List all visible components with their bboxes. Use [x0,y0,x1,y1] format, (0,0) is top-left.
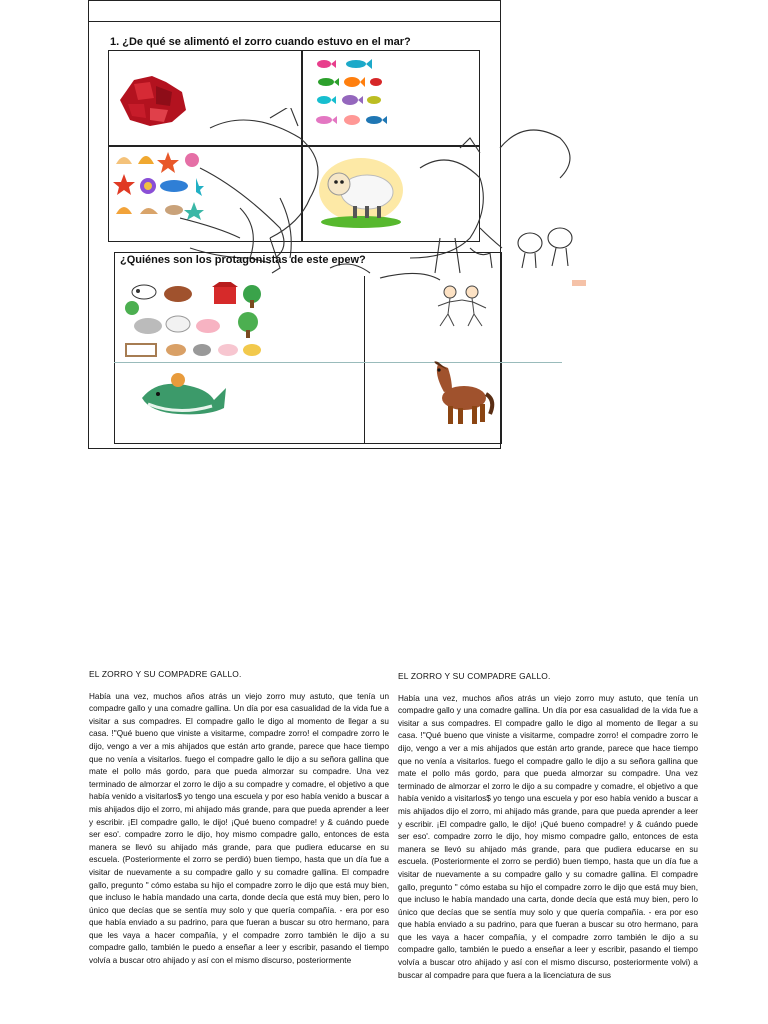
story-right-column [398,670,698,982]
story-left-title: EL ZORRO Y SU COMPADRE GALLO. [89,669,242,679]
story-left-text: Había una vez, muchos años atrás un viejo zorro muy astuto, que tenía un compadre gallo y una comadre gallina. Un día por esa casualidad de la vida fue a visitar a sus compadres. El compadre gallo le digo al momento de llegar a su casa. !"Qué bueno que viniste a visitarme, compadre zorro! el compadre zorro le dijo, vengo a ver a mis ahijados que están arto grande, parece que hace tiempo que no venía a visitarlos. fuego el compadre gallo le dijo a su señora gallina que mate el pollo más gordo, para que pueda almorzar su compadre. Una vez terminado de almorzar el zorro le dijo a su compadre y comadre, el objetivo a que había venido a visitarlos$ yo tengo una escuela y por eso había venido a buscar a mis ahijados dijo el zorro, mi ahijado más grande, para que pueda aprender a leer y escribir. ¡El compadre gallo, le dijo! ¡Qué bueno compadre! y & cuándo puede ser eso'. compadre zorro le dijo, hoy mismo compadre gallo, entonces de esta manera se llevó su ahijado más grande, para que pudiera educarse en su escuela. (Posteriormente el zorro se perdió) buen tiempo, hasta que un día fue a visitar de nuevamente a su compadre gallo y su comadre gallina. El compadre gallo, pregunto " cómo estaba su hijo el compadre zorro le dijo que está muy bien, que incluso le había mandado una carta, donde decía que está muy bien, pero lo único que decías que se sentía muy solo y que quería compañía. - era por eso que había enviado a su padrino, para que fueran a buscar su otro hermano, para que les vaya a hacer compañía, y el compadre zorro también le dijo a su compadre gallo, también le puedo a enseñar a leer y escribir, pasando el tiempo volvía a buscar otro ahijado y así con el mismo discurso, posteriormente [89,691,389,966]
question-2: ¿Quiénes son los protagonistas de este epew? [120,254,366,266]
q2-grid-vertical-divider [364,276,365,444]
worksheet-header-bar [88,0,501,22]
whale-icon[interactable] [138,370,228,420]
meat-icon [114,70,190,130]
story-left-column [89,668,389,968]
farm-animals-icon[interactable] [122,282,264,360]
story-right-text: Había una vez, muchos años atrás un viejo zorro muy astuto, que tenía un compadre gallo y una comadre gallina. Un día por esa casualidad de la vida fue a visitar a sus compadres. El compadre gallo le digo al momento de llegar a su casa. !"Qué bueno que viniste a visitarme, compadre zorro! el compadre zorro le dijo, vengo a ver a mis ahijados que están arto grande, parece que hace tiempo que no venía a visitarlos. fuego el compadre gallo le dijo a su señora gallina que mate el pollo más gordo, para que pueda almorzar su compadre. Una vez terminado de almorzar el zorro le dijo a su compadre y comadre, el objetivo a que había venido a visitarlos$ yo tengo una escuela y por eso había venido a buscar a mis ahijados dijo el zorro, mi ahijado más grande, para que pueda aprender a leer y escribir. ¡El compadre gallo, le dijo! ¡Qué bueno compadre! y & cuándo puede ser eso'. compadre zorro le dijo, hoy mismo compadre gallo, entonces de esta manera se llevó su ahijado más grande, para que pudiera educarse en su escuela. (Posteriormente el zorro se perdió) buen tiempo, hasta que un día fue a visitar de nuevamente a su compadre gallo y su comadre gallina. El compadre gallo, pregunto " cómo estaba su hijo el compadre zorro le dijo que está muy bien, que incluso le había mandado una carta, donde decía que está muy bien, pero lo único que decías que se sentía muy solo y que quería compañía. - era por eso que había enviado a su padrino, para que fueran a buscar su otro hermano, para que les vaya a hacer compañía, y el compadre zorro también le dijo a su compadre gallo, también le puedo a enseñar a leer y escribir, pasando el tiempo volvía a buscar otro ahijado y así con el mismo discurso, posteriormente volvi) a buscar al compadre para que fuera a la licenciatura de sus [398,693,698,980]
story-right-title: EL ZORRO Y SU COMPADRE GALLO. [398,671,551,681]
question-1: 1. ¿De qué se alimentó el zorro cuando estuvo en el mar? [110,36,411,48]
watermark-icon [572,280,586,286]
children-icon[interactable] [430,284,492,328]
horse-icon[interactable] [424,360,496,428]
